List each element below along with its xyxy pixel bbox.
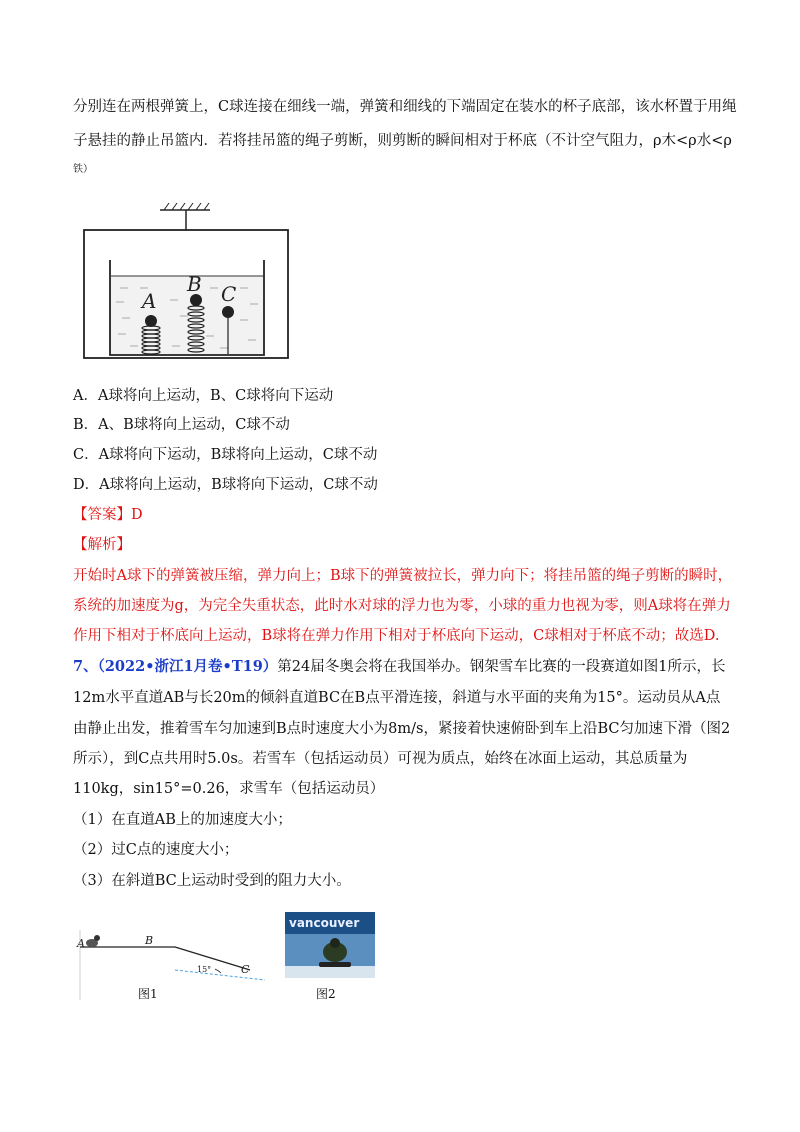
track-label-b: B bbox=[145, 934, 154, 947]
skeleton-photo bbox=[285, 912, 375, 978]
analysis-label: 【解析】 bbox=[73, 537, 131, 553]
q7-line-4: 所示），到C点共用时5.0s。若雪车（包括运动员）可视为质点，始终在冰面上运动，其总质量为 bbox=[73, 751, 688, 767]
basket-cup-figure bbox=[80, 200, 295, 365]
q7-number: 7、 bbox=[73, 658, 98, 675]
q7-sub-1: （1）在直道AB上的加速度大小； bbox=[73, 812, 292, 828]
track-label-a: A bbox=[77, 937, 85, 950]
figure-caption-2: 图2 bbox=[316, 987, 336, 1001]
label-b: B bbox=[187, 272, 202, 296]
athlete-icon bbox=[86, 935, 100, 947]
intro-line-3: 铁） bbox=[73, 164, 93, 175]
q7-source: （2022•浙江1月卷•T19） bbox=[97, 658, 278, 675]
q7-line-1-text: 第24届冬奥会将在我国举办。钢架雪车比赛的一段赛道如图1所示，长 bbox=[277, 659, 726, 675]
analysis-line-2: 系统的加速度为g，为完全失重状态，此时水对球的浮力也为零，小球的重力也视为零，则A球将在弹力 bbox=[73, 598, 731, 614]
label-c: C bbox=[221, 282, 237, 306]
track-figure bbox=[75, 925, 270, 1005]
label-a: A bbox=[142, 289, 157, 313]
photo-banner-text: vancouver bbox=[289, 916, 360, 930]
option-b: B．A、B球将向上运动，C球不动 bbox=[73, 417, 290, 433]
q7-sub-2: （2）过C点的速度大小； bbox=[73, 842, 239, 858]
q7-line-2: 12m水平直道AB与长20m的倾斜直道BC在B点平滑连接，斜道与水平面的夹角为15°。运动员从A点 bbox=[73, 690, 721, 706]
track-angle-label: 15° bbox=[197, 965, 212, 974]
analysis-line-1: 开始时A球下的弹簧被压缩，弹力向上；B球下的弹簧被拉长，弹力向下；将挂吊篮的绳子剪断的瞬时， bbox=[73, 568, 733, 584]
q7-line-5: 110kg，sin15°=0.26，求雪车（包括运动员） bbox=[73, 781, 385, 797]
intro-line-2: 子悬挂的静止吊篮内．若将挂吊篮的绳子剪断，则剪断的瞬间相对于杯底（不计空气阻力，ρ木<ρ水<ρ bbox=[73, 133, 732, 149]
q7-line-1 bbox=[73, 657, 725, 677]
q7-sub-3: （3）在斜道BC上运动时受到的阻力大小。 bbox=[73, 873, 351, 889]
track-label-c: C bbox=[241, 963, 250, 976]
q7-line-3: 由静止出发，推着雪车匀加速到B点时速度大小为8m/s，紧接着快速俯卧到车上沿BC匀加速下滑（图2 bbox=[73, 721, 731, 737]
figure-caption-1: 图1 bbox=[138, 987, 158, 1001]
analysis-line-3: 作用下相对于杯底向上运动，B球将在弹力作用下相对于杯底向下运动，C球相对于杯底不动；故选D. bbox=[73, 628, 720, 644]
answer-label: 【答案】D bbox=[73, 507, 143, 523]
option-c: C．A球将向下运动，B球将向上运动，C球不动 bbox=[73, 447, 378, 463]
option-d: D．A球将向上运动，B球将向下运动，C球不动 bbox=[73, 477, 378, 493]
option-a: A．A球将向上运动，B、C球将向下运动 bbox=[73, 388, 334, 404]
intro-line-1: 分别连在两根弹簧上，C球连接在细线一端，弹簧和细线的下端固定在装水的杯子底部，该水杯置于用绳 bbox=[73, 99, 737, 115]
